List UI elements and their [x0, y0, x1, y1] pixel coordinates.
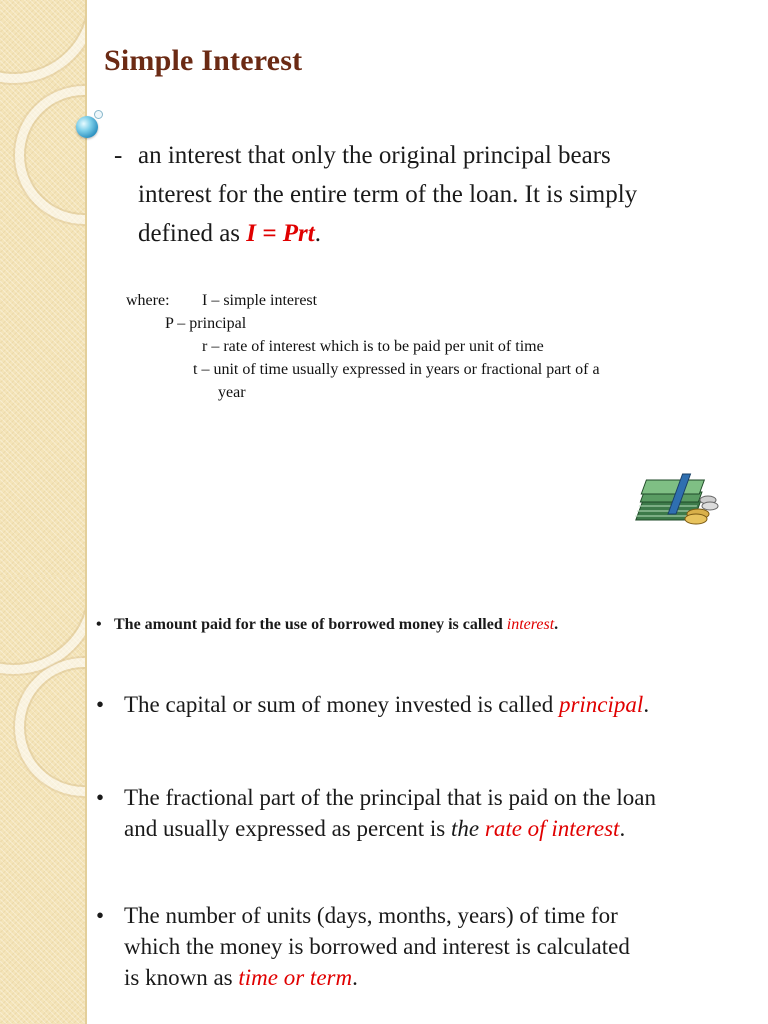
variable-legend — [126, 289, 600, 404]
decorative-ring — [15, 86, 87, 224]
legend-item: r – rate of interest which is to be paid per unit of time — [202, 338, 544, 355]
bullet-item-time — [96, 900, 736, 993]
small-orb-icon — [94, 110, 103, 119]
bullet-item-rate — [96, 782, 736, 844]
formula: I = Prt — [246, 220, 315, 247]
bullet-marker: • — [96, 616, 102, 633]
bullet-item-principal — [96, 689, 736, 720]
bullet-marker: • — [96, 903, 105, 928]
definition-text — [114, 136, 754, 253]
definition-line-1: an interest that only the original principal bears — [138, 142, 611, 169]
slide-definitions — [0, 576, 768, 1024]
decorative-ring — [15, 658, 87, 796]
bullet-text: is known as — [124, 965, 239, 990]
bullet-suffix: . — [619, 816, 626, 841]
term-time-or-term: time or term — [238, 965, 353, 990]
bullet-text: and usually expressed as percent is — [124, 816, 452, 841]
bullet-text: which the money is borrowed and interest is calculated — [124, 934, 630, 959]
dash-marker: - — [114, 142, 123, 169]
bullet-suffix: . — [643, 692, 650, 717]
bullet-marker: • — [96, 692, 105, 717]
term-rate-of-interest: rate of interest — [484, 816, 620, 841]
decorative-side-strip — [0, 0, 87, 576]
legend-item: t – unit of time usually expressed in years or fractional part of a — [193, 361, 600, 378]
bullet-text: The fractional part of the principal that is paid on the loan — [124, 785, 657, 810]
decorative-side-strip — [0, 576, 87, 1024]
bullet-marker: • — [96, 785, 105, 810]
slide-title: Simple Interest — [104, 44, 303, 77]
where-label: where: — [126, 292, 170, 309]
blue-orb-icon — [76, 116, 98, 138]
legend-item: P – principal — [165, 315, 247, 332]
bullet-item-interest — [96, 614, 558, 636]
definition-line-3-prefix: defined as — [138, 220, 247, 247]
bullet-suffix: . — [352, 965, 358, 990]
money-stack-icon — [630, 470, 720, 530]
bullet-text: The amount paid for the use of borrowed money is called — [114, 616, 507, 633]
definition-line-3-suffix: . — [314, 220, 321, 247]
legend-item: I – simple interest — [202, 292, 318, 309]
definition-line-2: interest for the entire term of the loan. It is simply — [138, 181, 638, 208]
term-interest: interest — [506, 616, 555, 633]
bullet-text: The number of units (days, months, years) of time for — [124, 903, 618, 928]
bullet-suffix: . — [554, 616, 559, 633]
term-the: the — [451, 816, 480, 841]
legend-item: year — [218, 384, 246, 401]
term-principal: principal — [558, 692, 644, 717]
bullet-text: The capital or sum of money invested is called — [124, 692, 559, 717]
decorative-ring — [0, 0, 87, 83]
